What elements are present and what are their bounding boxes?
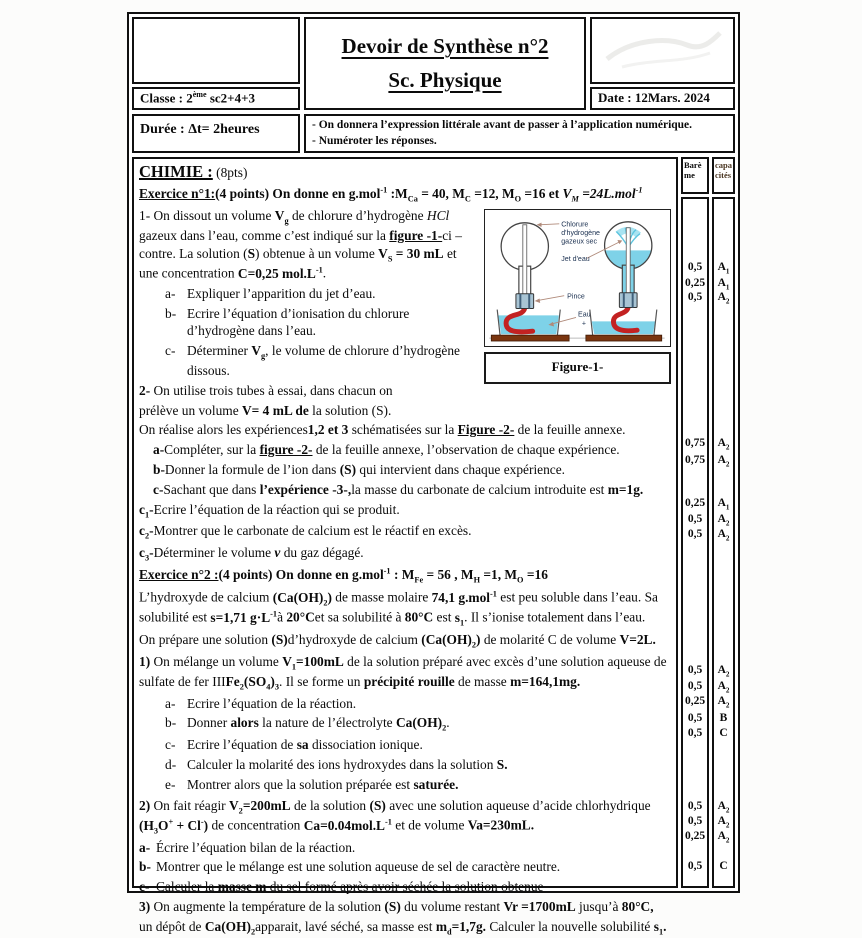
capacite-label: $A_2$ <box>717 815 730 830</box>
bareme-score: 0,5 <box>687 860 703 873</box>
capacite-label: $A_2$ <box>717 695 730 710</box>
q2c: c-Sachant que dans l’expérience -3-,la masse du carbonate de calcium introduite est m=1g. <box>153 481 644 497</box>
exam-sheet <box>127 12 740 937</box>
capacite-label: $A_2$ <box>717 680 730 695</box>
bareme-score: 0,75 <box>684 454 706 467</box>
capacite-label: $A_2$ <box>717 454 730 469</box>
hcl-dissolution-illustration <box>485 210 669 343</box>
capacite-label: C <box>719 860 728 873</box>
bareme-score: 0,25 <box>684 497 706 510</box>
section-points: (8pts) <box>216 165 248 181</box>
capacite-label: $A_2$ <box>717 437 730 452</box>
ex2-q1c: c- Ecrire l’équation de sa dissociation ionique. <box>165 737 423 753</box>
main-area <box>132 157 735 937</box>
bareme-score: 0,5 <box>687 664 703 677</box>
exam-title-line1: Devoir de Synthèse n°2 <box>341 33 549 58</box>
q1c: c- Déterminer $V_g$, le volume de chlorure d’hydrogène dissous. <box>165 343 460 378</box>
q2-intro-2: prélève un volume V= 4 mL de la solution (S). <box>139 402 392 418</box>
class-label: Classe : 2ème sc2+4+3 <box>132 87 300 110</box>
capacite-label: B <box>719 712 728 725</box>
ex2-q1e: e- Montrer alors que la solution préparée est saturée. <box>165 776 459 792</box>
q2-intro-3: On réalise alors les expériences1,2 et 3 schématisées sur la Figure -2- de la feuille annexe. <box>139 422 626 438</box>
capacite-label: $A_2$ <box>717 291 730 306</box>
bareme-score: 0,5 <box>687 680 703 693</box>
right-stopper <box>619 293 637 308</box>
ex2-q1a: a- Ecrire l’équation de la réaction. <box>165 695 357 711</box>
capacite-label: $A_2$ <box>717 513 730 528</box>
q2c3: $c_3$-Déterminer le volume v du gaz dégagé. <box>139 545 364 563</box>
bareme-score: 0,75 <box>684 437 706 450</box>
capacite-label: $A_1$ <box>717 261 730 276</box>
header-row-1 <box>132 17 735 110</box>
ex2-q3-1: 3) On augmente la température de la solution (S) du volume restant Vr =1700mL jusqu’à 80°C, <box>139 899 654 915</box>
capacite-label: C <box>719 727 728 740</box>
label-plus: + <box>581 319 587 328</box>
school-name-box <box>132 17 300 84</box>
instruction-line-1: - On donnera l’expression littérale avant de passer à l’application numérique. <box>312 119 693 131</box>
bareme-score: 0,5 <box>687 727 703 740</box>
ex2-q1b: b- Donner alors la nature de l’électrolyte $Ca(OH)_2$. <box>165 715 450 734</box>
ex2-q1-intro: 1) On mélange un volume $V_1=100mL$ de la solution préparé avec excès d’une solution aqueuse de sulfate de fer $IIIFe_2(SO_4)_3$. Il se forme un précipité rouille de masse m=164,1mg. <box>139 654 667 692</box>
bareme-column <box>681 157 709 888</box>
q2c1: $c_1$-Ecrire l’équation de la réaction qui se produit. <box>139 501 400 520</box>
q1-intro: 1- On dissout un volume $V_g$ de chlorure d’hydrogène HCl gazeux dans l’eau, comme c’est indiqué sur la figure -1-ci – contre. La solution (S) obtenue à un volume $V_S = 30$ mL et une concentration C=0,25 $mol.L^{-1}$. <box>139 208 462 281</box>
ex2-q2c: c- Calculer la masse m du sel formé après avoir séchée la solution obtenue <box>139 879 544 895</box>
figure-1-block <box>484 209 671 384</box>
bareme-score: 0,25 <box>684 830 706 843</box>
ex2-q2b: b- Montrer que le mélange est une solution aqueuse de sel de caractère neutre. <box>139 859 561 875</box>
capacites-values <box>712 197 735 888</box>
ex2-intro-1: L’hydroxyde de calcium $(Ca(OH)_2)$ de masse molaire 74,1 g.mol$^{-1}$ est peu soluble dans l’eau. Sa solubilité est s=1,71 $g\cdot L^{-1}à$ 20°Cet sa solubilité à 80°C est $s_1$. Il s’ionise totalement dans l’eau. <box>139 589 658 628</box>
bareme-header: Barème <box>681 157 709 194</box>
figure-1-caption: Figure-1- <box>484 352 671 384</box>
instructions-box <box>304 114 735 153</box>
bareme-score: 0,5 <box>687 712 703 725</box>
questions-column <box>132 157 678 937</box>
figure-1-image <box>484 209 671 347</box>
right-base-plank <box>586 335 662 341</box>
q2c2: $c_2$-Montrer que le carbonate de calcium est le réactif en excès. <box>139 523 472 542</box>
q1a: a- Expliquer l’apparition du jet d’eau. <box>165 285 376 301</box>
q2b: b-Donner la formule de l’ion dans (S) qui intervient dans chaque expérience. <box>153 462 566 478</box>
exam-title-line2: Sc. Physique <box>388 67 502 92</box>
ex2-q3-2: un dépôt de $Ca(OH)_2apparait$, lavé séché, sa masse est $m_d=1,7g$. Calculer la nouvelle solubilité $s_1$. <box>139 918 667 937</box>
section-title: CHIMIE : <box>139 162 213 182</box>
label-jet-deau: Jet d'eau <box>561 255 590 264</box>
label-gas-line1: Chlorure <box>561 220 589 229</box>
capacites-header: capacités <box>712 157 735 194</box>
capacite-label: $A_1$ <box>717 497 730 512</box>
faint-watermark <box>592 19 731 77</box>
q1b: b- Ecrire l’équation d’ionisation du chlorure d’hydrogène dans l’eau. <box>165 305 410 339</box>
left-stopper <box>516 294 534 309</box>
title-box <box>304 17 586 110</box>
q2-intro-1: 2- On utilise trois tubes à essai, dans chacun on <box>139 382 393 398</box>
capacite-label: $A_1$ <box>717 277 730 292</box>
label-eau: Eau <box>577 310 591 319</box>
capacite-label: $A_2$ <box>717 528 730 543</box>
left-inner-tube <box>523 225 527 296</box>
capacite-label: $A_2$ <box>717 830 730 845</box>
capacites-column <box>712 157 735 888</box>
exercise2-heading: Exercice n°2 :(4 points) On donne en g.mol$^{-1}$ : $M_{Fe} = 56$ , $M_H =1$, $M_O =16$ <box>139 566 548 586</box>
right-inner-tube <box>626 228 630 295</box>
label-pince: Pince <box>567 292 585 301</box>
ex2-intro-2: On prépare une solution (S)d’hydroxyde de calcium $(Ca(OH)_2)$ de molarité C de volume V=2L. <box>139 632 656 651</box>
section-heading <box>139 161 671 183</box>
exercise1-heading: Exercice n°1:(4 points) On donne en g.mol$^{-1}$ $:M_{Ca} = 40$, $M_C =12$, $M_O =16$ et $V_M =24L.mol^{-1}$ <box>139 185 643 205</box>
ex2-q1d: d- Calculer la molarité des ions hydroxydes dans la solution S. <box>165 756 508 772</box>
capacite-label: $A_2$ <box>717 800 730 815</box>
capacite-label: $A_2$ <box>717 664 730 679</box>
teacher-name-box <box>590 17 735 84</box>
bareme-score: 0,5 <box>687 800 703 813</box>
header-row-2 <box>132 114 735 153</box>
bareme-values <box>681 197 709 888</box>
duration-label: Durée : Δt= 2heures <box>132 114 300 153</box>
bareme-score: 0,5 <box>687 815 703 828</box>
bareme-score: 0,5 <box>687 261 703 274</box>
ex2-q2-intro: 2) On fait réagir $V_2=200mL$ de la solution (S) avec une solution aqueuse d’acide chlorhydrique $(H_3O^+ + Cl^-)$ de concentration $Ca=0.04mol.L^{-1}$ et de volume Va=230mL. <box>139 797 651 836</box>
bareme-score: 0,25 <box>684 695 706 708</box>
q2a: a-Compléter, sur la figure -2- de la feuille annexe, l’observation de chaque expérience. <box>153 442 620 458</box>
ex2-q2a: a- Écrire l’équation bilan de la réaction. <box>139 839 356 855</box>
label-gas-line2: d'hydrogène <box>561 229 600 238</box>
bareme-score: 0,5 <box>687 291 703 304</box>
instruction-line-2: - Numéroter les réponses. <box>312 134 437 147</box>
bareme-score: 0,5 <box>687 513 703 526</box>
bareme-score: 0,25 <box>684 277 706 290</box>
date-label: Date : 12Mars. 2024 <box>590 87 735 110</box>
left-base-plank <box>491 335 569 341</box>
bareme-score: 0,5 <box>687 528 703 541</box>
label-gas-line3: gazeux sec <box>561 237 598 246</box>
